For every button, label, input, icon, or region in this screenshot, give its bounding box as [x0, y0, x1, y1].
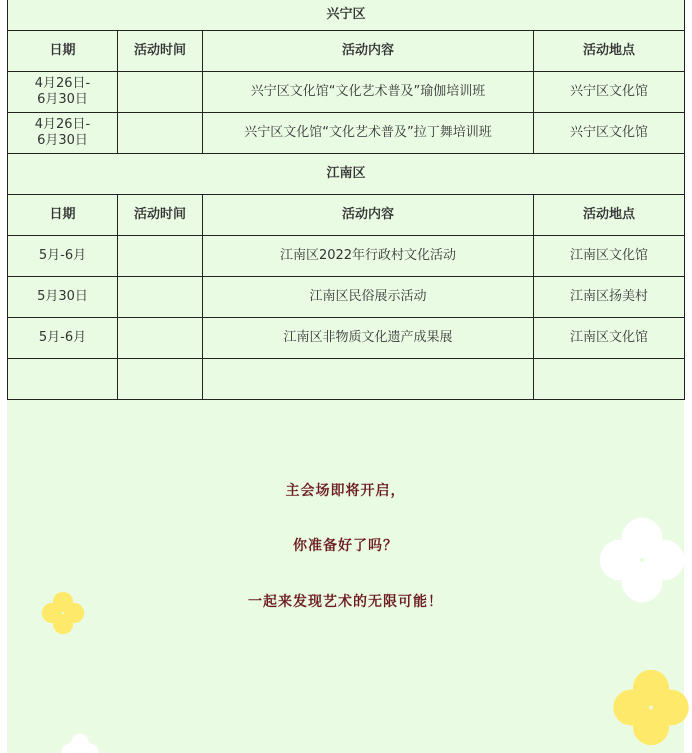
- cell-content: [203, 359, 534, 400]
- cell-content: 江南区2022年行政村文化活动: [203, 236, 534, 277]
- cell-venue: 兴宁区文化馆: [534, 72, 685, 113]
- cell-time: [118, 359, 203, 400]
- section-row-jiangnan: [8, 154, 685, 195]
- cell-venue: 江南区扬美村: [534, 277, 685, 318]
- table-row: [8, 236, 685, 277]
- table-row: [8, 113, 685, 154]
- cell-date: 5月-6月: [8, 236, 118, 277]
- yellow-clover-icon: [610, 662, 692, 753]
- table-row: [8, 72, 685, 113]
- header-date: 日期: [8, 31, 118, 72]
- cell-date: [8, 359, 118, 400]
- header-venue: 活动地点: [534, 31, 685, 72]
- header-venue: 活动地点: [534, 195, 685, 236]
- cell-venue: 兴宁区文化馆: [534, 113, 685, 154]
- cell-time: [118, 318, 203, 359]
- cell-venue: [534, 359, 685, 400]
- closing-line-1: 主会场即将开启，: [285, 483, 406, 499]
- cell-content: 兴宁区文化馆“文化艺术普及”瑜伽培训班: [203, 72, 534, 113]
- white-clover-icon: [596, 505, 688, 615]
- header-row: [8, 31, 685, 72]
- date-line: 4月26日-: [34, 117, 91, 132]
- cell-venue: 江南区文化馆: [534, 318, 685, 359]
- cell-content: 江南区非物质文化遗产成果展: [203, 318, 534, 359]
- date-line: 4月26日-: [34, 76, 91, 91]
- cell-time: [118, 236, 203, 277]
- cell-content: 江南区民俗展示活动: [203, 277, 534, 318]
- cell-time: [118, 277, 203, 318]
- yellow-clover-icon: [40, 590, 86, 636]
- clover-petals: [613, 670, 688, 745]
- white-clover-icon: [60, 732, 100, 753]
- cell-content: 兴宁区文化馆“文化艺术普及”拉丁舞培训班: [203, 113, 534, 154]
- clover-petals: [600, 518, 685, 603]
- table-row: [8, 318, 685, 359]
- date-line: 6月30日: [37, 92, 88, 107]
- closing-line-3: 一起来发现艺术的无限可能！: [248, 594, 443, 610]
- cell-date: 5月-6月: [8, 318, 118, 359]
- cell-date: [8, 113, 118, 154]
- header-time: 活动时间: [118, 195, 203, 236]
- cell-venue: 江南区文化馆: [534, 236, 685, 277]
- section-title: 江南区: [8, 154, 685, 195]
- cell-date: 5月30日: [8, 277, 118, 318]
- header-content: 活动内容: [203, 31, 534, 72]
- table-row: [8, 277, 685, 318]
- cell-time: [118, 72, 203, 113]
- section-row-xingning: [8, 0, 685, 31]
- header-time: 活动时间: [118, 31, 203, 72]
- activity-schedule-table: [7, 0, 685, 400]
- header-content: 活动内容: [203, 195, 534, 236]
- header-row: [8, 195, 685, 236]
- cell-time: [118, 113, 203, 154]
- section-title: 兴宁区: [8, 0, 685, 31]
- date-line: 6月30日: [37, 133, 88, 148]
- closing-line-2: 你准备好了吗？: [293, 538, 398, 554]
- clover-petals: [62, 734, 99, 753]
- header-date: 日期: [8, 195, 118, 236]
- clover-petals: [42, 592, 84, 634]
- cell-date: [8, 72, 118, 113]
- table-row: [8, 359, 685, 400]
